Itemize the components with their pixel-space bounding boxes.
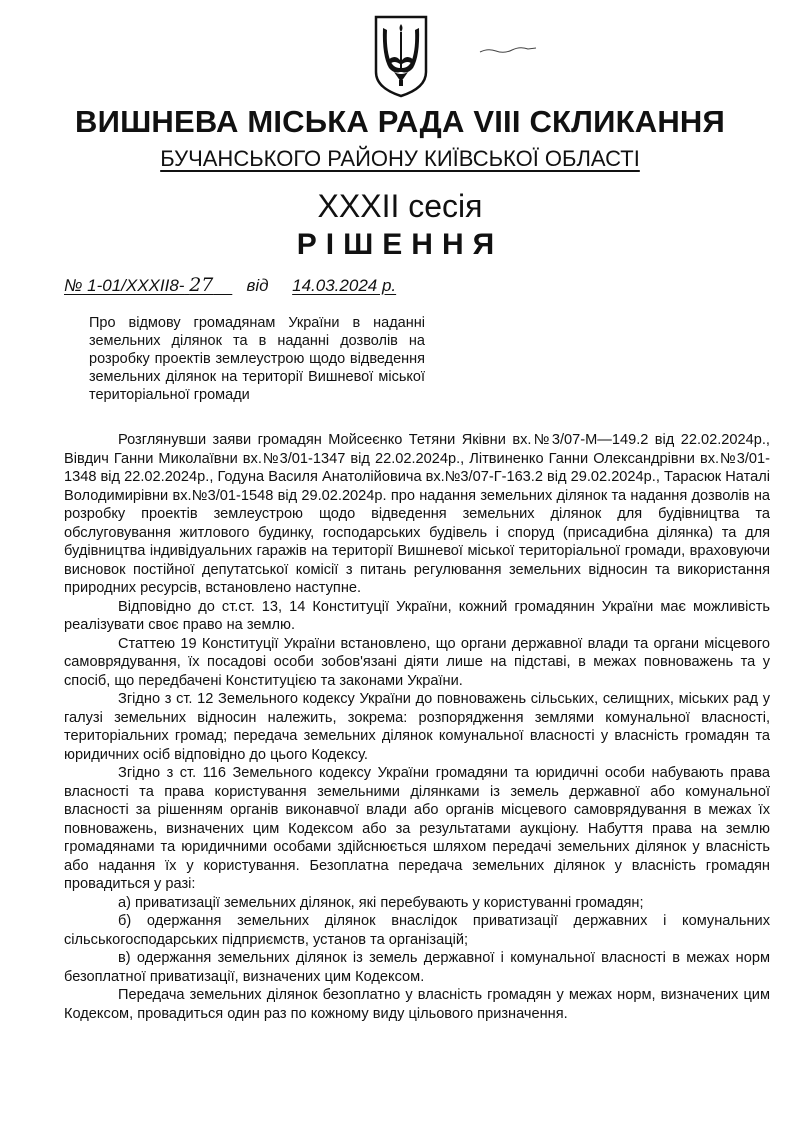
council-title: ВИШНЕВА МІСЬКА РАДА VIII СКЛИКАННЯ [75, 104, 725, 139]
list-item-c: в) одержання земельних ділянок із земель державної і комунальної власності в межах норм безоплатної приватизації, визначених цим Кодексом. [64, 950, 770, 985]
from-word: від [246, 276, 269, 295]
session-label: XXXII сесія [317, 188, 483, 224]
list-item-b: б) одержання земельних ділянок внаслідок приватизації державних і комунальних сільськогосподарських підприємств, установ та організацій; [64, 913, 770, 948]
paragraph-land-code-116: Згідно з ст. 116 Земельного кодексу України громадяни та юридичні особи набувають права власності та права користування земельними ділянками із земель державної або комунальної власності за рішенням органів виконавчої влади або органів місцевого самоврядування в межах їх повноважень, визначених цим Кодексом або за результатами аукціону. Набуття права на землю громадянами та юридичними особами здійснюється шляхом передачі земельних ділянок у власність або надання їх у користування. Безоплатна передача земельних ділянок у власність громадян провадиться у разі: [64, 765, 770, 892]
trident-emblem-icon [373, 14, 429, 98]
document-number-prefix: № 1-01/XXXII8- [64, 276, 185, 295]
list-item-a: а) приватизації земельних ділянок, які перебувають у користуванні громадян; [118, 894, 644, 911]
document-number-line [64, 274, 396, 296]
document-number [64, 276, 232, 295]
paragraph-considered: Розглянувши заяви громадян Мойсеєнко Тетяни Яківни вх.№3/07-М—149.2 від 22.02.2024р., Вівдич Ганни Миколаївни вх.№3/01-1347 від 22.02.2024р., Літвиненко Ганни Олександрівни вх.№3/01-1348 від 22.02.2024р., Годуна Василя Анатолійовича вх.№3/07-Г-163.2 від 29.02.2024р., Тарасюк Наталі Володимирівни вх.№3/01-1548 від 29.02.2024р. про надання земельних ділянок та надання дозволів на розробку проектів землеустрою щодо відведення земельних ділянок для будівництва та обслуговування житлового будинку, господарських будівель і споруд (присадибна ділянка) та для будівництва індивідуальних гаражів на території Вишневої міської територіальної громади, враховуючи висновок постійної депутатської комісії з питань регулювання земельних відносин та використання природних ресурсів, встановлено наступне. [64, 432, 770, 596]
document-date: 14.03.2024 р. [292, 276, 397, 295]
council-subtitle: БУЧАНСЬКОГО РАЙОНУ КИЇВСЬКОЇ ОБЛАСТІ [160, 146, 640, 171]
paragraph-land-code-12: Згідно з ст. 12 Земельного кодексу України до повноважень сільських, селищних, міських рад у галузі земельних відносин належить, зокрема: розпорядження землями комунальної власності, територіальних громад; передача земельних ділянок комунальної власності у власність громадян та юридичних осіб відповідно до цього Кодексу. [64, 691, 770, 763]
handwritten-mark [478, 44, 538, 56]
document-number-handwritten: 27 [189, 274, 214, 296]
paragraph-constitution-19: Статтею 19 Конституції України встановлено, що органи державної влади та органи місцевого самоврядування, їх посадові особи зобов'язані діяти лише на підставі, в межах повноважень та у спосіб, що передбачені Конституцією та законами України. [64, 635, 770, 689]
decision-subject: Про відмову громадянам України в наданні земельних ділянок та в наданні дозволів на розробку проектів землеустрою щодо відведення земельних ділянок на території Вишневої міської територіальної громади [89, 315, 425, 403]
paragraph-constitution-13-14: Відповідно до ст.ст. 13, 14 Конституції України, кожний громадянин України має можливість реалізувати своє право на землю. [64, 598, 770, 633]
paragraph-free-transfer: Передача земельних ділянок безоплатно у власність громадян у межах норм, визначених цим Кодексом, провадиться один раз по кожному виду цільового призначення. [64, 987, 770, 1022]
decision-label: РІШЕННЯ [296, 228, 504, 261]
document-body [64, 431, 770, 1023]
